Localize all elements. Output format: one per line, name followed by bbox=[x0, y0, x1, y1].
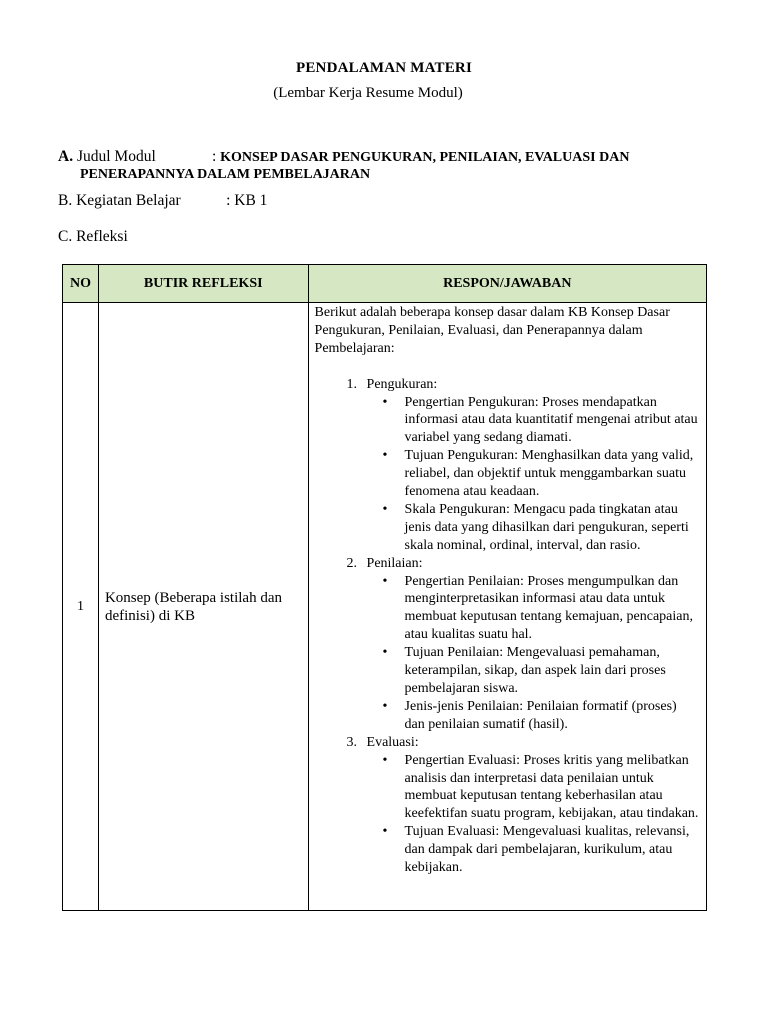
bullet-icon: • bbox=[382, 394, 388, 410]
meta-c-label: Refleksi bbox=[76, 228, 128, 245]
section-penilaian bbox=[361, 555, 700, 734]
bullet-icon: • bbox=[382, 698, 388, 714]
section-points bbox=[367, 752, 700, 877]
list-item bbox=[382, 394, 700, 448]
meta-judul-modul bbox=[58, 148, 629, 166]
bullet-icon: • bbox=[382, 752, 388, 768]
meta-a-letter: A. bbox=[58, 148, 74, 165]
section-evaluasi bbox=[361, 734, 700, 877]
section-points bbox=[367, 573, 700, 734]
point-text: Tujuan Penilaian: Mengevaluasi pemahaman, keterampilan, sikap, dan aspek lain dari proses pembelajaran siswa. bbox=[404, 645, 666, 697]
list-item bbox=[382, 644, 700, 698]
header-respon-jawaban: RESPON/JAWABAN bbox=[308, 265, 706, 303]
section-points bbox=[367, 394, 700, 555]
bullet-icon: • bbox=[382, 501, 388, 517]
point-text: Skala Pengukuran: Mengacu pada tingkatan atau jenis data yang dihasilkan dari pengukuran, seperti skala nominal, ordinal, interval, dan rasio. bbox=[404, 501, 689, 553]
meta-b-letter: B. bbox=[58, 192, 73, 209]
bullet-icon: • bbox=[382, 645, 388, 661]
table-header-row bbox=[63, 265, 707, 303]
meta-a-separator: : bbox=[211, 148, 217, 165]
cell-no: 1 bbox=[63, 303, 99, 911]
bullet-icon: • bbox=[382, 573, 388, 589]
meta-a-value-line2: PENERAPANNYA DALAM PEMBELAJARAN bbox=[80, 167, 371, 182]
meta-c-letter: C. bbox=[58, 228, 73, 245]
point-text: Pengertian Evaluasi: Proses kritis yang melibatkan analisis dan interpretasi data penilaian untuk membuat keputusan tentang keberhasilan atau keefektifan suatu program, kebijakan, atau tindakan. bbox=[404, 752, 699, 822]
section-title: Evaluasi: bbox=[366, 734, 419, 750]
point-text: Pengertian Penilaian: Proses mengumpulkan dan menginterpretasikan informasi atau data untuk membuat keputusan tentang kemajuan, pencapaian, atau kualitas suatu hal. bbox=[404, 573, 693, 643]
list-item bbox=[382, 447, 700, 501]
list-item bbox=[382, 501, 700, 555]
point-text: Pengertian Pengukuran: Proses mendapatkan informasi atau data kuantitatif mengenai atribut atau variabel yang sedang diamati. bbox=[404, 394, 698, 446]
header-no: NO bbox=[63, 265, 99, 303]
respon-sections bbox=[315, 376, 700, 877]
meta-b-label: Kegiatan Belajar bbox=[76, 192, 181, 209]
document-subtitle: (Lembar Kerja Resume Modul) bbox=[273, 85, 463, 101]
section-pengukuran bbox=[361, 376, 700, 555]
meta-a-value-line1: KONSEP DASAR PENGUKURAN, PENILAIAN, EVALUASI DAN bbox=[220, 150, 630, 165]
bullet-icon: • bbox=[382, 448, 388, 464]
point-text: Tujuan Evaluasi: Mengevaluasi kualitas, relevansi, dan dampak dari pembelajaran, kurikulum, atau kebijakan. bbox=[404, 824, 690, 876]
bullet-icon: • bbox=[382, 824, 388, 840]
meta-kegiatan-belajar bbox=[58, 192, 267, 210]
list-item bbox=[382, 698, 700, 734]
cell-respon bbox=[308, 303, 706, 911]
section-title: Penilaian: bbox=[366, 555, 423, 571]
header-butir-refleksi: BUTIR REFLEKSI bbox=[98, 265, 308, 303]
section-title: Pengukuran: bbox=[366, 376, 438, 392]
list-item bbox=[382, 573, 700, 645]
table-row bbox=[63, 303, 707, 911]
point-text: Jenis-jenis Penilaian: Penilaian formatif (proses) dan penilaian sumatif (hasil). bbox=[404, 698, 677, 732]
meta-a-label: Judul Modul bbox=[76, 148, 156, 165]
cell-butir: Konsep (Beberapa istilah dan definisi) di KB bbox=[98, 303, 308, 911]
list-item bbox=[382, 752, 700, 824]
meta-b-value: : KB 1 bbox=[226, 192, 268, 209]
list-item bbox=[382, 823, 700, 877]
meta-refleksi bbox=[58, 228, 128, 246]
respon-intro: Berikut adalah beberapa konsep dasar dalam KB Konsep Dasar Pengukuran, Penilaian, Evaluasi, dan Penerapannya dalam Pembelajaran: bbox=[314, 305, 670, 356]
document-title: PENDALAMAN MATERI bbox=[295, 60, 473, 76]
point-text: Tujuan Pengukuran: Menghasilkan data yang valid, reliabel, dan objektif untuk menggambarkan suatu fenomena atau keadaan. bbox=[404, 448, 694, 500]
reflection-table bbox=[62, 264, 707, 911]
